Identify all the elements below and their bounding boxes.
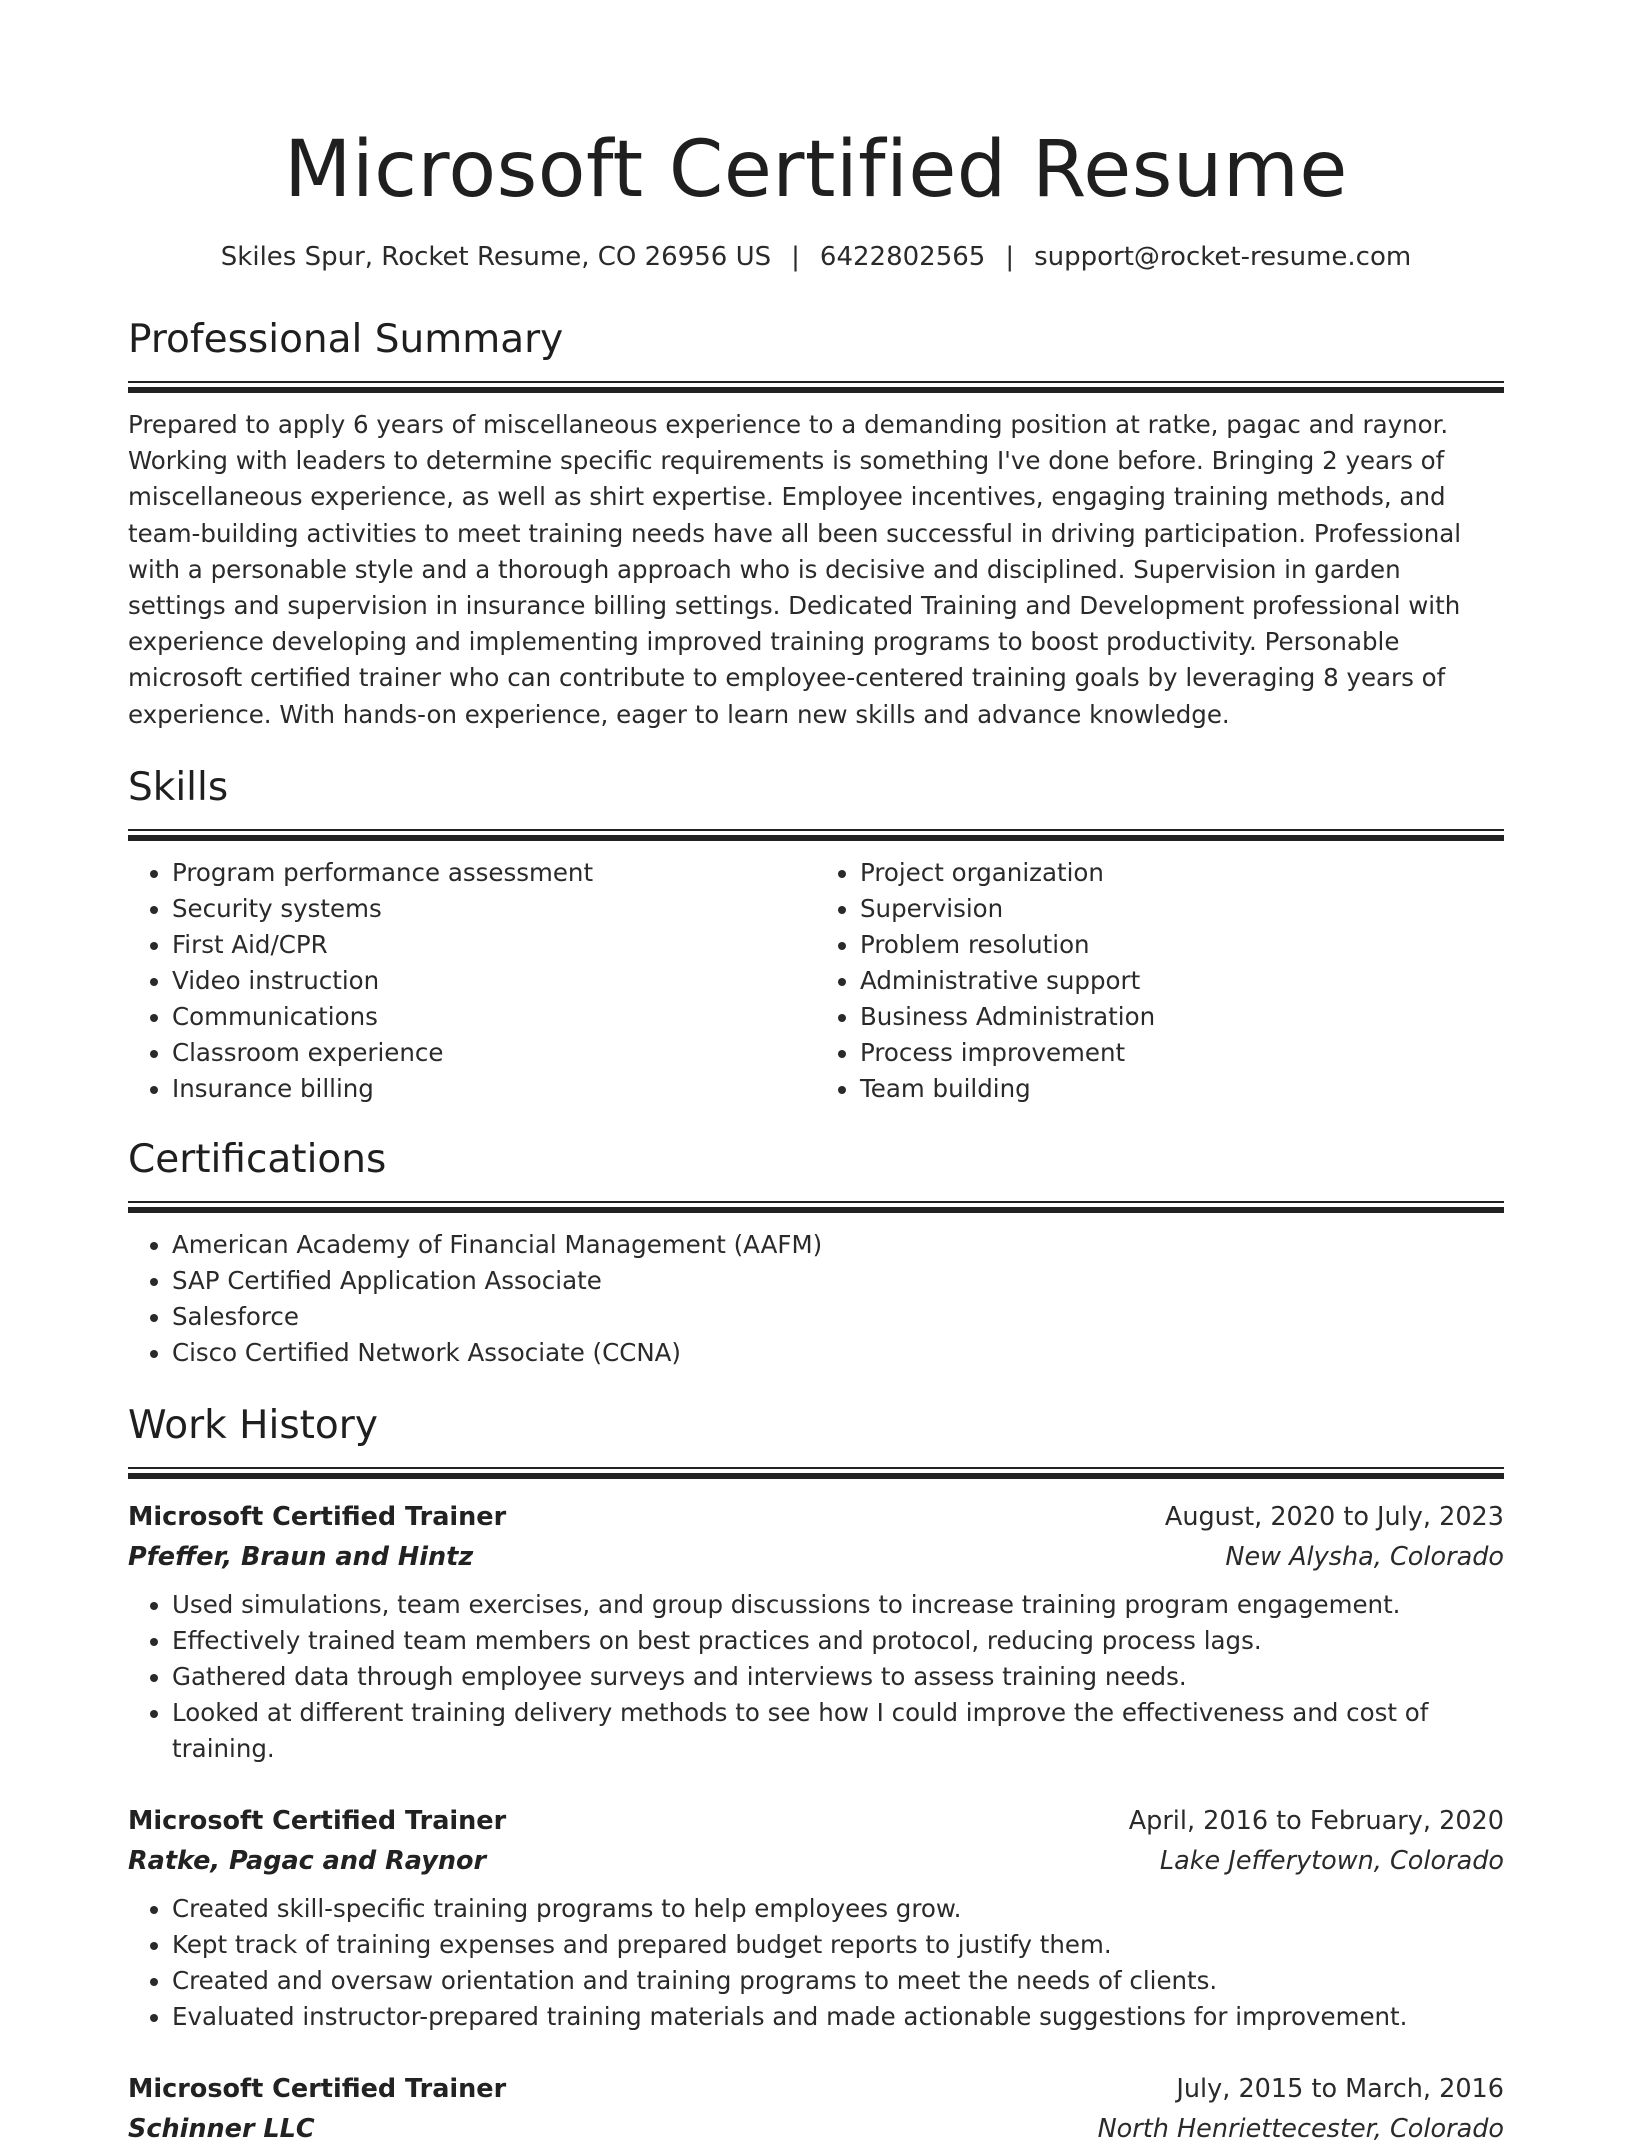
contact-email: support@rocket-resume.com <box>1034 242 1412 272</box>
job-duty: • Effectively trained team members on best practices and protocol, reducing process lags. <box>172 1623 1504 1659</box>
job-duties-list <box>128 1587 1504 1767</box>
skill-item: • Insurance billing <box>172 1071 816 1107</box>
job-dates: July, 2015 to March, 2016 <box>1176 2073 1504 2104</box>
job-dates: April, 2016 to February, 2020 <box>1128 1805 1504 1836</box>
section-divider <box>128 1467 1504 1479</box>
skill-item: • Classroom experience <box>172 1035 816 1071</box>
job-title: Microsoft Certified Trainer <box>128 2073 507 2104</box>
section-divider <box>128 829 1504 841</box>
skill-item: • Administrative support <box>860 963 1504 999</box>
skills-heading: Skills <box>128 764 229 810</box>
job-location: New Alysha, Colorado <box>1225 1541 1504 1572</box>
job-company: Schinner LLC <box>128 2113 315 2144</box>
contact-phone: 6422802565 <box>819 242 986 272</box>
job-location: North Henriettecester, Colorado <box>1097 2113 1504 2144</box>
section-divider <box>128 381 1504 393</box>
skill-item: • Project organization <box>860 855 1504 891</box>
job-duty: • Created and oversaw orientation and training programs to meet the needs of clients. <box>172 1963 1504 1999</box>
work-history-section <box>128 1401 1504 2149</box>
contact-address: Skiles Spur, Rocket Resume, CO 26956 US <box>220 242 772 272</box>
job-title: Microsoft Certified Trainer <box>128 1501 507 1532</box>
summary-heading: Professional Summary <box>128 317 564 362</box>
skill-item: • Process improvement <box>860 1035 1504 1071</box>
job-company-row <box>128 1537 1504 1577</box>
job-header-row <box>128 1497 1504 1537</box>
contact-separator: | <box>1005 242 1015 272</box>
skill-item: • Security systems <box>172 891 816 927</box>
contact-separator: | <box>791 242 800 272</box>
job-company-row <box>128 2109 1504 2149</box>
job-entry <box>128 1801 1504 2035</box>
job-title: Microsoft Certified Trainer <box>128 1805 507 1836</box>
skill-item: • Communications <box>172 999 816 1035</box>
section-divider <box>128 1201 1504 1213</box>
certifications-list <box>128 1227 1504 1371</box>
skill-item: • Supervision <box>860 891 1504 927</box>
skill-item: • First Aid/CPR <box>172 927 816 963</box>
skill-item: • Business Administration <box>860 999 1504 1035</box>
certification-item: • Salesforce <box>172 1299 1504 1335</box>
skills-list-right <box>816 855 1504 1107</box>
certification-item: • American Academy of Financial Management (AAFM) <box>172 1227 1504 1263</box>
job-duty: • Kept track of training expenses and prepared budget reports to justify them. <box>172 1927 1504 1963</box>
skill-item: • Problem resolution <box>860 927 1504 963</box>
job-entry <box>128 1497 1504 1767</box>
certifications-section <box>128 1135 1504 1371</box>
summary-section <box>128 315 1504 733</box>
job-company-row <box>128 1841 1504 1881</box>
work-history-heading: Work History <box>128 1402 378 1448</box>
job-dates: August, 2020 to July, 2023 <box>1164 1501 1504 1532</box>
certification-item: • SAP Certified Application Associate <box>172 1263 1504 1299</box>
job-duty: • Gathered data through employee surveys and interviews to assess training needs. <box>172 1659 1504 1695</box>
job-duty: • Looked at different training delivery methods to see how I could improve the effectiveness and cost of training. <box>172 1695 1504 1767</box>
job-location: Lake Jefferytown, Colorado <box>1159 1845 1504 1876</box>
contact-line <box>128 239 1504 275</box>
job-header-row <box>128 2069 1504 2109</box>
skills-grid <box>128 855 1504 1107</box>
job-duty: • Used simulations, team exercises, and group discussions to increase training program engagement. <box>172 1587 1504 1623</box>
skill-item: • Team building <box>860 1071 1504 1107</box>
job-company: Pfeffer, Braun and Hintz <box>128 1541 474 1572</box>
skills-list-left <box>128 855 816 1107</box>
skill-item: • Program performance assessment <box>172 855 816 891</box>
job-entry <box>128 2069 1504 2149</box>
job-company: Ratke, Pagac and Raynor <box>128 1845 487 1876</box>
certification-item: • Cisco Certified Network Associate (CCNA) <box>172 1335 1504 1371</box>
job-duties-list <box>128 1891 1504 2035</box>
resume-title: Microsoft Certified Resume <box>284 125 1348 215</box>
summary-text: Prepared to apply 6 years of miscellaneous experience to a demanding position at ratke, pagac and raynor. Working with leaders to determine specific requirements is something I've done before. Bringing 2 years of miscellaneous experience, as well as shirt expertise. Employee incentives, engaging training methods, and team-building activities to meet training needs have all been successful in driving participation. Professional with a personable style and a thorough approach who is decisive and disciplined. Supervision in garden settings and supervision in insurance billing settings. Dedicated Training and Development professional with experience developing and implementing improved training programs to boost productivity. Personable microsoft certified trainer who can contribute to employee-centered training goals by leveraging 8 years of experience. With hands-on experience, eager to learn new skills and advance knowledge. <box>128 410 1462 729</box>
skills-section <box>128 763 1504 1107</box>
job-duty: • Evaluated instructor-prepared training materials and made actionable suggestions for improvement. <box>172 1999 1504 2035</box>
job-duty: • Created skill-specific training programs to help employees grow. <box>172 1891 1504 1927</box>
certifications-heading: Certifications <box>128 1136 387 1182</box>
skill-item: • Video instruction <box>172 963 816 999</box>
job-header-row <box>128 1801 1504 1841</box>
